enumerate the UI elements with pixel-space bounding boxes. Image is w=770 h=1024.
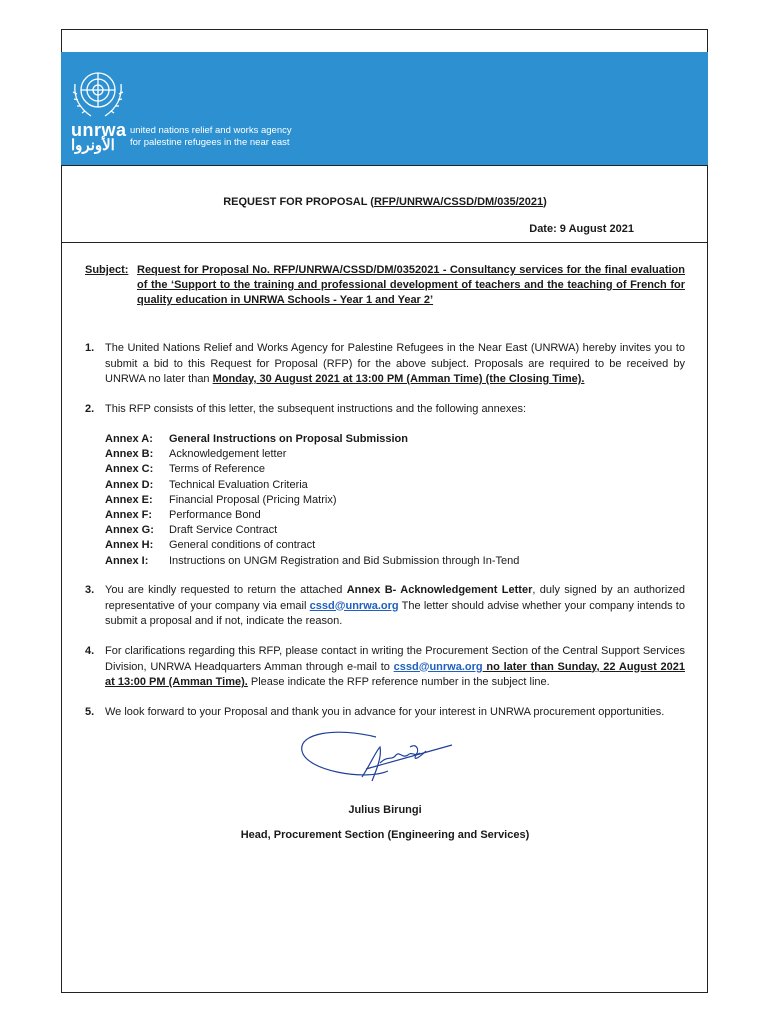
letterhead-band [61,52,708,165]
logo-tagline-line1: united nations relief and works agency [130,125,292,136]
paragraph-3: 3. You are kindly requested to return the attached Annex B- Acknowledgement Letter, duly signed by an authorized representative of your company via email cssd@unrwa.org The letter should advise whether your company intends to submit a proposal and if not, indicate the reason. [85,584,685,627]
subject-block [85,263,685,308]
paragraph-5: 5. We look forward to your Proposal and thank you in advance for your interest in UNRWA procurement opportunities. [85,706,665,718]
annex-row: Annex A: General Instructions on Proposal Submission [105,433,408,445]
email-link[interactable]: cssd@unrwa.org [393,660,483,673]
signatory-role: Head, Procurement Section (Engineering and Services) [240,829,530,841]
un-emblem-icon [69,64,127,122]
email-link[interactable]: cssd@unrwa.org [309,599,399,612]
rfp-date: Date: 9 August 2021 [529,223,634,235]
closing-time: Monday, 30 August 2021 at 13:00 PM (Amman Time) (the Closing Time). [212,373,585,385]
annex-row: Annex D: Technical Evaluation Criteria [105,478,308,491]
divider-top [61,165,708,166]
unrwa-logo-arabic: الأونروا [71,137,115,154]
annex-row: Annex C: Terms of Reference [105,463,265,476]
paragraph-4: 4. For clarifications regarding this RFP, please contact in writing the Procurement Section of the Central Support Services Division, UNRWA Headquarters Amman through e-mail to cssd@unrwa.org no later than Sunday, 22 August 2021 at 13:00 PM (Amman Time). Please indicate the RFP reference number in the subject line. [85,645,686,688]
logo-tagline-line2: for palestine refugees in the near east [130,137,290,148]
annex-row: Annex I: Instructions on UNGM Registration and Bid Submission through In-Tend [105,554,520,567]
signature-icon [296,725,456,790]
annex-row: Annex F: Performance Bond [105,509,261,522]
annex-b-reference: Annex B- Acknowledgement Letter [346,584,533,596]
annex-row: Annex E: Financial Proposal (Pricing Matrix) [105,493,337,506]
subject-label: Subject: [85,264,129,276]
signatory-name: Julius Birungi [348,804,422,816]
rfp-reference: RFP/UNRWA/CSSD/DM/035/2021 [373,196,544,208]
annex-row: Annex H: General conditions of contract [105,539,316,552]
annex-row: Annex B: Acknowledgement letter [105,448,287,461]
clarification-deadline: no later than Sunday, 22 August 2021 at 13:00 PM (Amman Time). [105,660,686,688]
divider-bottom [61,242,708,243]
subject-text: Request for Proposal No. RFP/UNRWA/CSSD/DM/0352021 - Consultancy services for the final evaluation of the ‘Support to the training and professional development of teachers and the teaching of French for quality education in UNRWA Schools - Year 1 and Year 2’ [137,264,685,306]
paragraph-2: 2. This RFP consists of this letter, the subsequent instructions and the following annexes: [85,403,527,415]
annex-list [105,432,519,569]
rfp-title: REQUEST FOR PROPOSAL (RFP/UNRWA/CSSD/DM/035/2021) [223,196,547,208]
annex-row: Annex G: Draft Service Contract [105,524,278,537]
paragraph-1: 1. The United Nations Relief and Works Agency for Palestine Refugees in the Near East (UNRWA) hereby invites you to submit a bid to this Request for Proposal (RFP) for the above subject. Proposals are required to be received by UNRWA no later than Monday, 30 August 2021 at 13:00 PM (Amman Time) (the Closing Time). [85,342,685,385]
unrwa-logo-wordmark: unrwa [71,120,127,140]
